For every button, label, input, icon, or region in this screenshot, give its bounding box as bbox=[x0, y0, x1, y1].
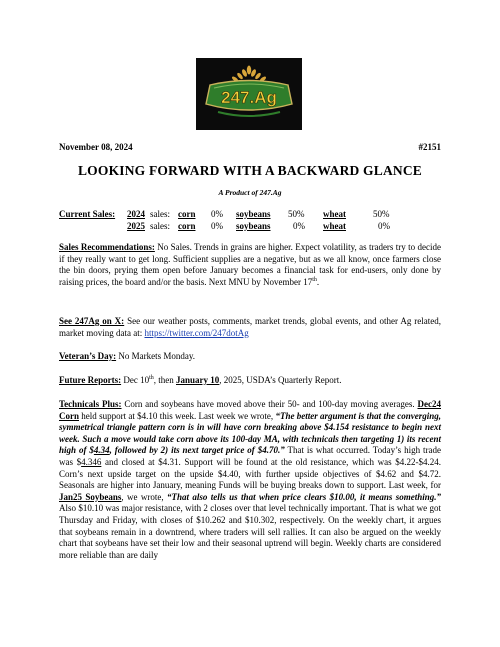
report-date-highlight: January 10 bbox=[176, 375, 220, 385]
wheat-badge-logo-icon bbox=[196, 58, 302, 130]
section-heading: Technicals Plus: bbox=[59, 399, 122, 409]
sales-row-2025 bbox=[127, 220, 447, 232]
sales-word: sales: bbox=[150, 221, 170, 231]
todays-high: 4.346 bbox=[81, 456, 102, 467]
section-heading: Veteran’s Day: bbox=[59, 351, 117, 361]
quote-corn: “The better argument is that the converging, symmetrical triangle pattern corn is in will have corn breaking above $4.154 resistance to begin next week. Such a move would take corn above its 100-day MA, with technicals then targeting 1) its recent high of $ bbox=[59, 410, 442, 456]
see-247ag-on-x bbox=[59, 316, 441, 339]
crop-soybeans: soybeans bbox=[236, 209, 271, 219]
value-soybeans: 50% bbox=[288, 209, 305, 219]
brand-logo bbox=[196, 58, 302, 130]
svg-text:247.Ag: 247.Ag bbox=[221, 88, 277, 107]
current-sales-label: Current Sales: bbox=[59, 209, 116, 219]
twitter-link[interactable]: https://twitter.com/247dotAg bbox=[144, 327, 249, 338]
ordinal-suffix: th bbox=[149, 375, 154, 381]
section-text: No Markets Monday. bbox=[116, 351, 195, 361]
page-subtitle: A Product of 247.Ag bbox=[218, 188, 282, 197]
section-text: See our weather posts, comments, market trends, global events, and other Ag related, market moving data at: bbox=[59, 316, 441, 338]
crop-corn: corn bbox=[178, 209, 196, 219]
section-text: No Sales. Trends in grains are higher. Expect volatility, as traders try to decide if they really want to get long. Sufficient supplies are a negative, but as we all know, once farmers close the bin doors, prying them open before January becomes a financial task for end-users, only done by raising prices, the board and/or the basis. Next MNU by November 17 bbox=[59, 242, 441, 287]
crop-wheat: wheat bbox=[323, 221, 346, 231]
page-title: LOOKING FORWARD WITH A BACKWARD GLANCE bbox=[77, 163, 423, 178]
header-row bbox=[59, 142, 441, 152]
value-corn: 0% bbox=[211, 209, 223, 219]
section-heading: Future Reports: bbox=[59, 375, 122, 385]
crop-corn: corn bbox=[178, 221, 196, 231]
crop-soybeans: soybeans bbox=[236, 221, 271, 231]
veterans-day bbox=[59, 351, 441, 363]
sales-year: 2025 bbox=[127, 221, 145, 231]
value-wheat: 50% bbox=[373, 209, 390, 219]
value-corn: 0% bbox=[211, 221, 223, 231]
sales-word: sales: bbox=[150, 209, 170, 219]
section-heading: See 247Ag on X: bbox=[59, 316, 125, 326]
sales-row-2024 bbox=[127, 208, 447, 220]
quote-soybeans: “That also tells us that when price clears $10.00, it means something.” bbox=[167, 491, 441, 502]
issue-number: #2151 bbox=[418, 142, 441, 152]
sales-year: 2024 bbox=[127, 209, 145, 219]
issue-date: November 08, 2024 bbox=[59, 142, 133, 152]
section-heading: Sales Recommendations: bbox=[59, 242, 155, 252]
value-soybeans: 0% bbox=[293, 221, 305, 231]
crop-wheat: wheat bbox=[323, 209, 346, 219]
contract-dec24-corn: Dec24 Corn bbox=[59, 399, 441, 421]
value-wheat: 0% bbox=[378, 221, 390, 231]
future-reports: Future Reports: Dec 10th, then January 10, 2025, USDA’s Quarterly Report. bbox=[59, 375, 342, 385]
technicals-plus: Technicals Plus: Corn and soybeans have moved above their 50- and 100-day moving averages. Dec24 Corn held support at $4.10 this week. Last week we wrote, “The better argument is that the converging, symmetrical triangle pattern corn is in will have corn breaking above $4.154 resistance to begin next week. Such a move would take corn above its 100-day MA, with technicals then targeting 1) its recent high of $4.34, followed by 2) its next target price of $4.70.” That is what occurred. Today’s high trade was $4.346 and closed at $4.31. Support will be found at the old resistance, which was $4.22-$4.24. Corn’s next upside target on the upside $4.40, with further upside objectives of $4.62 and $4.72. Seasonals are higher into January, meaning Funds will be buying breaks down to support. Last week, for Jan25 Soybeans, we wrote, “That also tells us that when price clears $10.00, it means something.” Also $10.10 was major resistance, with 2 closes over that level technically important. That is what we got Thursday and Friday, with closes of $10.262 and $10.302, respectively. On the weekly chart, it argues that soybeans remain in a downtrend, where traders will sell rallies. It can also be argued on the weekly chart that soybeans have set their low and their seasonal uptrend will begin. Weekly charts are considered more reliable than are daily bbox=[59, 399, 442, 560]
contract-jan25-soybeans: Jan25 Soybeans bbox=[59, 491, 122, 502]
ordinal-suffix: th bbox=[312, 276, 317, 283]
sales-recommendations: Sales Recommendations: No Sales. Trends in grains are higher. Expect volatility, as traders try to decide if they really want to get long. Sufficient supplies are a negative, but as we all know, once farmers close the bin doors, prying them open before January becomes a financial task for end-users, only done by raising prices, the board and/or the basis. Next MNU by November 17th. bbox=[59, 242, 441, 287]
